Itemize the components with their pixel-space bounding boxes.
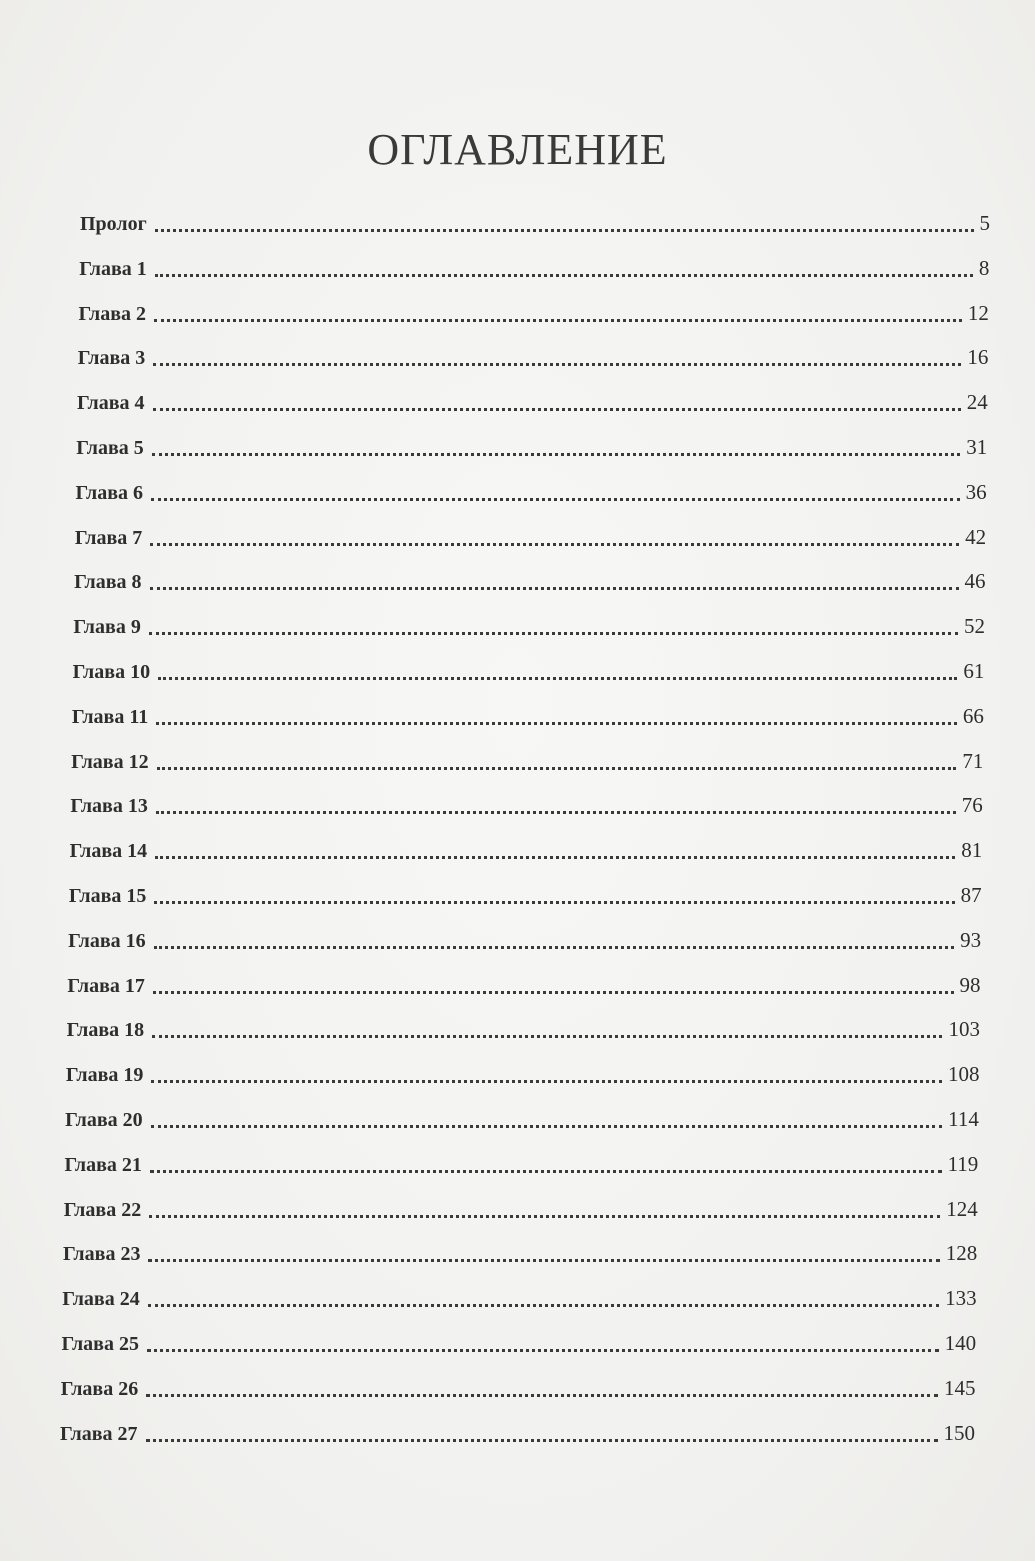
toc-dot-leader xyxy=(152,453,960,456)
toc-entry-page-number: 133 xyxy=(945,1286,977,1311)
toc-dot-leader xyxy=(148,1304,939,1307)
toc-entry xyxy=(64,1182,978,1222)
toc-entry-page-number: 42 xyxy=(965,524,987,549)
toc-entry-page-number: 61 xyxy=(963,659,985,683)
toc-entry-label: Глава 6 xyxy=(75,481,144,504)
toc-entry-label: Глава 18 xyxy=(66,1019,145,1042)
toc-dot-leader xyxy=(158,677,957,680)
toc-dot-leader xyxy=(157,767,957,770)
toc-entry xyxy=(75,510,986,550)
toc-entry xyxy=(73,644,985,684)
toc-entry-label: Глава 1 xyxy=(79,257,147,280)
toc-dot-leader xyxy=(149,1215,940,1218)
toc-dot-leader xyxy=(146,1439,938,1442)
toc-entry-label: Глава 20 xyxy=(65,1109,143,1131)
toc-entry-page-number: 119 xyxy=(947,1151,979,1176)
toc-entry xyxy=(61,1316,976,1356)
toc-dot-leader xyxy=(148,1259,939,1262)
toc-dot-leader xyxy=(147,1349,939,1352)
toc-entry xyxy=(77,375,988,415)
toc-entry-page-number: 140 xyxy=(944,1331,977,1355)
toc-entry-label: Глава 10 xyxy=(72,661,151,683)
toc-dot-leader xyxy=(156,722,957,725)
toc-entry-page-number: 76 xyxy=(961,793,983,818)
toc-entry-page-number: 66 xyxy=(962,703,984,728)
toc-entry-label: Глава 22 xyxy=(63,1198,142,1221)
toc-entry-label: Глава 8 xyxy=(74,571,142,594)
toc-entry-page-number: 8 xyxy=(978,255,990,280)
toc-entry-page-number: 87 xyxy=(960,883,982,907)
toc-entry-label: Глава 9 xyxy=(73,616,141,639)
toc-entry xyxy=(60,1406,975,1446)
toc-dot-leader xyxy=(150,587,959,590)
toc-entry xyxy=(79,241,989,281)
toc-entry-page-number: 31 xyxy=(966,435,988,459)
toc-entry-page-number: 36 xyxy=(965,479,987,504)
toc-dot-leader xyxy=(151,1125,942,1128)
toc-entry-label: Глава 11 xyxy=(71,705,149,728)
toc-entry-label: Глава 5 xyxy=(76,437,144,459)
toc-entry-page-number: 128 xyxy=(945,1241,978,1266)
toc-entry-label: Глава 12 xyxy=(71,750,149,773)
toc-entry-label: Глава 3 xyxy=(77,347,146,370)
toc-entry-label: Глава 16 xyxy=(68,929,146,952)
toc-entry-page-number: 52 xyxy=(963,614,985,639)
toc-entry-label: Глава 27 xyxy=(60,1422,138,1445)
toc-dot-leader xyxy=(155,229,974,232)
toc-entry xyxy=(69,868,982,908)
toc-entry-label: Глава 2 xyxy=(78,302,147,325)
toc-entry-page-number: 114 xyxy=(948,1107,979,1131)
toc-dot-leader xyxy=(151,498,960,501)
toc-entry-label: Глава 17 xyxy=(67,974,145,997)
toc-entry-label: Пролог xyxy=(80,213,147,235)
toc-dot-leader xyxy=(146,1394,938,1397)
toc-entry xyxy=(72,689,984,729)
toc-dot-leader xyxy=(153,991,954,994)
toc-entry-page-number: 81 xyxy=(961,838,983,863)
toc-entry-page-number: 98 xyxy=(959,972,981,997)
toc-entry-page-number: 16 xyxy=(967,345,989,370)
toc-entry-label: Глава 14 xyxy=(69,840,148,863)
toc-entry-label: Глава 19 xyxy=(65,1064,144,1087)
toc-entry-label: Глава 15 xyxy=(68,885,147,907)
toc-entry xyxy=(76,420,987,460)
toc-entry-label: Глава 23 xyxy=(62,1243,141,1266)
toc-dot-leader xyxy=(152,1035,942,1038)
toc-dot-leader xyxy=(154,319,962,322)
toc-entry xyxy=(62,1271,976,1311)
toc-entry xyxy=(64,1137,978,1177)
toc-entry xyxy=(67,958,980,998)
toc-entry xyxy=(65,1092,979,1132)
toc-dot-leader xyxy=(156,811,956,814)
toc-entry-page-number: 46 xyxy=(964,569,986,594)
toc-entry-page-number: 145 xyxy=(944,1375,976,1400)
toc-entry xyxy=(73,599,985,639)
toc-entry xyxy=(61,1361,976,1401)
toc-entry xyxy=(68,913,981,953)
toc-entry-label: Глава 4 xyxy=(77,392,145,415)
toc-entry xyxy=(70,823,983,863)
toc-dot-leader xyxy=(149,632,958,635)
toc-dot-leader xyxy=(155,274,973,277)
toc-entry xyxy=(80,196,990,236)
toc-entry-label: Глава 7 xyxy=(74,526,143,549)
toc-entry-page-number: 108 xyxy=(947,1062,980,1087)
toc-dot-leader xyxy=(150,543,959,546)
toc-entry-page-number: 103 xyxy=(948,1017,980,1042)
toc-entry xyxy=(71,734,983,774)
toc-dot-leader xyxy=(154,946,954,949)
toc-entry-page-number: 124 xyxy=(946,1196,978,1221)
toc-entry xyxy=(78,330,989,370)
toc-dot-leader xyxy=(151,1080,942,1083)
toc-entry-page-number: 5 xyxy=(979,211,990,235)
toc-entry xyxy=(76,465,987,505)
toc-entry-page-number: 93 xyxy=(960,927,982,952)
toc-entry xyxy=(66,1047,980,1087)
page-title: ОГЛАВЛЕНИЕ xyxy=(367,125,668,174)
toc-entry-page-number: 12 xyxy=(967,300,989,325)
toc-entry-label: Глава 25 xyxy=(61,1333,139,1355)
toc-entry-label: Глава 26 xyxy=(60,1377,139,1400)
toc-entry xyxy=(63,1226,977,1266)
toc-entry xyxy=(70,778,982,818)
toc-entry-page-number: 150 xyxy=(943,1420,975,1445)
toc-entry-label: Глава 13 xyxy=(70,795,148,818)
toc-dot-leader xyxy=(155,856,955,859)
toc-dot-leader xyxy=(153,408,961,411)
toc-dot-leader xyxy=(150,1170,942,1173)
toc-entry xyxy=(67,1002,980,1042)
toc-entry-page-number: 71 xyxy=(962,748,984,773)
toc-entry xyxy=(79,286,989,326)
toc-dot-leader xyxy=(153,363,961,366)
toc-entry xyxy=(74,554,985,594)
toc-entry-label: Глава 24 xyxy=(62,1288,140,1311)
toc-dot-leader xyxy=(154,901,954,904)
toc-entry-page-number: 24 xyxy=(966,390,988,415)
toc-entry-label: Глава 21 xyxy=(64,1153,142,1176)
